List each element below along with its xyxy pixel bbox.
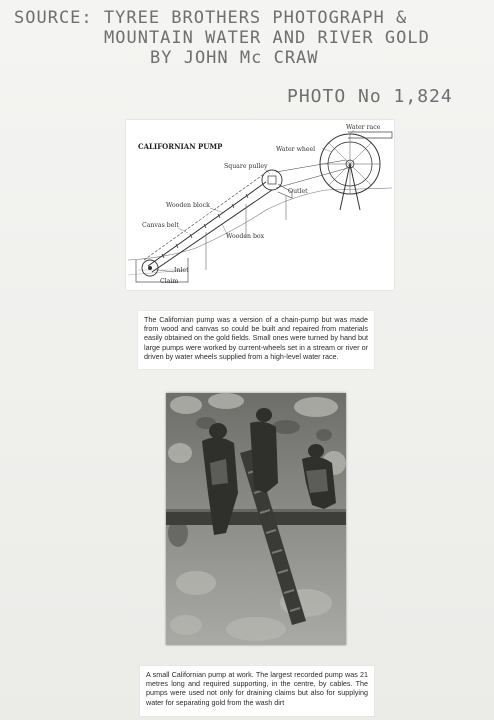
label-wooden-block: Wooden block [166,202,210,209]
photograph-image [166,393,346,645]
label-square-pulley: Square pulley [224,163,268,170]
label-water-race: Water race [346,124,381,131]
label-outlet: Outlet [288,188,308,195]
source-line-1: SOURCE: TYREE BROTHERS PHOTOGRAPH & [14,8,408,28]
source-line-2: MOUNTAIN WATER AND RIVER GOLD [104,28,430,48]
label-inlet: Inlet [174,267,189,274]
diagram-caption: The Californian pump was a version of a chain-pump but was made from wood and canvas so could be built and repaired from materials easily obtained on the gold fields. Small ones were turned by hand but large pumps were worked by current-wheels set in a stream or river or driven by water wheels supplied from a high-level water race. [138,311,374,369]
pump-photograph [166,393,346,645]
diagram-title: CALIFORNIAN PUMP [138,142,223,151]
photo-caption: A small Californian pump at work. The largest recorded pump was 21 metres long and required supporting, in the centre, by cables. The pumps were used not only for draining claims but also for supplying water for separating gold from the wash dirt [140,666,374,716]
label-water-wheel: Water wheel [276,146,316,153]
photo-number: PHOTO No 1,824 [287,86,453,107]
pump-diagram [126,120,394,290]
label-wooden-box: Wooden box [226,233,265,240]
label-canvas-belt: Canvas belt [142,222,179,229]
source-line-3: BY JOHN Mc CRAW [150,48,319,68]
label-claim: Claim [160,278,179,285]
